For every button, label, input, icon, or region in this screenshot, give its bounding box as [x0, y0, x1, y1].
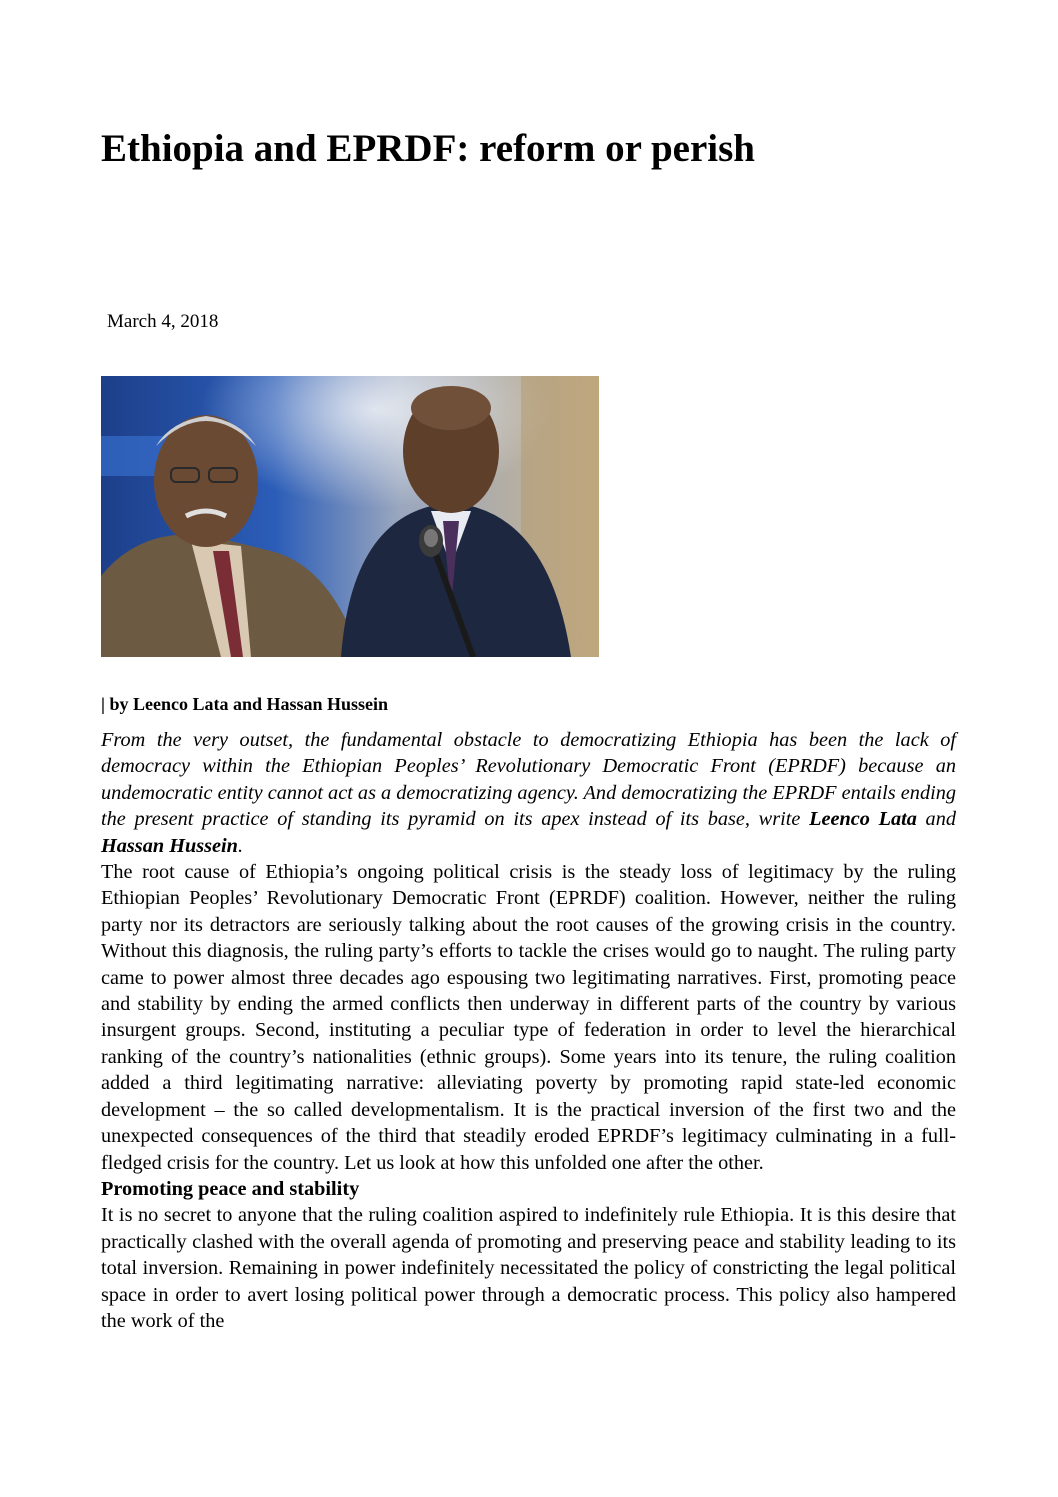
- publish-date: March 4, 2018: [107, 311, 219, 332]
- body-paragraph-1: The root cause of Ethiopia’s ongoing political crisis is the steady loss of legitimacy by the ruling Ethiopian Peoples’ Revolutionary Democratic Front (EPRDF) coalition. However, neither the ruling party nor its detractors are seriously talking about the root causes of the growing crisis in the country. Without this diagnosis, the ruling party’s efforts to tackle the crises would go to naught. The ruling party came to power almost three decades ago espousing two legitimating narratives. First, promoting peace and stability by ending the armed conflicts then underway in different parts of the country by various insurgent groups. Second, instituting a peculiar type of federation in order to level the hierarchical ranking of the country’s nationalities (ethnic groups). Some years into its tenure, the ruling coalition added a third legitimating narrative: alleviating poverty by promoting rapid state-led economic development – the so called developmentalism. It is the practical inversion of the first two and the unexpected consequences of the third that steadily eroded EPRDF’s legitimacy culminating in a full-fledged crisis for the country. Let us look at how this unfolded one after the other.: [101, 861, 956, 1174]
- lede-text: From the very outset, the fundamental obstacle to democratizing Ethiopia has been the lack of democracy within the Ethiopian Peoples’ Revolutionary Democratic Front (EPRDF) because an undemocratic entity cannot act as a democratizing agency. And democratizing the EPRDF entails ending the present practice of standing its pyramid on its apex instead of its base, write: [101, 729, 956, 831]
- lede-joiner: and: [916, 808, 956, 831]
- lede-end: .: [237, 834, 244, 857]
- author-name-1: Leenco Lata: [809, 808, 917, 831]
- lede-paragraph: [101, 727, 956, 859]
- section-heading: Promoting peace and stability: [101, 1177, 360, 1200]
- article-photo: [101, 376, 599, 657]
- author-name-2: Hassan Hussein: [101, 834, 238, 857]
- byline: | by Leenco Lata and Hassan Hussein: [101, 694, 389, 714]
- article-title: Ethiopia and EPRDF: reform or perish: [101, 127, 755, 170]
- body-paragraph-2: It is no secret to anyone that the ruling coalition aspired to indefinitely rule Ethiopia. It is this desire that practically clashed with the overall agenda of promoting and preserving peace and stability leading to its total inversion. Remaining in power indefinitely necessitated the policy of constricting the legal political space in order to avert losing political power through a democratic process. This policy also hampered the work of the: [101, 1204, 956, 1332]
- article-body: [101, 727, 956, 1334]
